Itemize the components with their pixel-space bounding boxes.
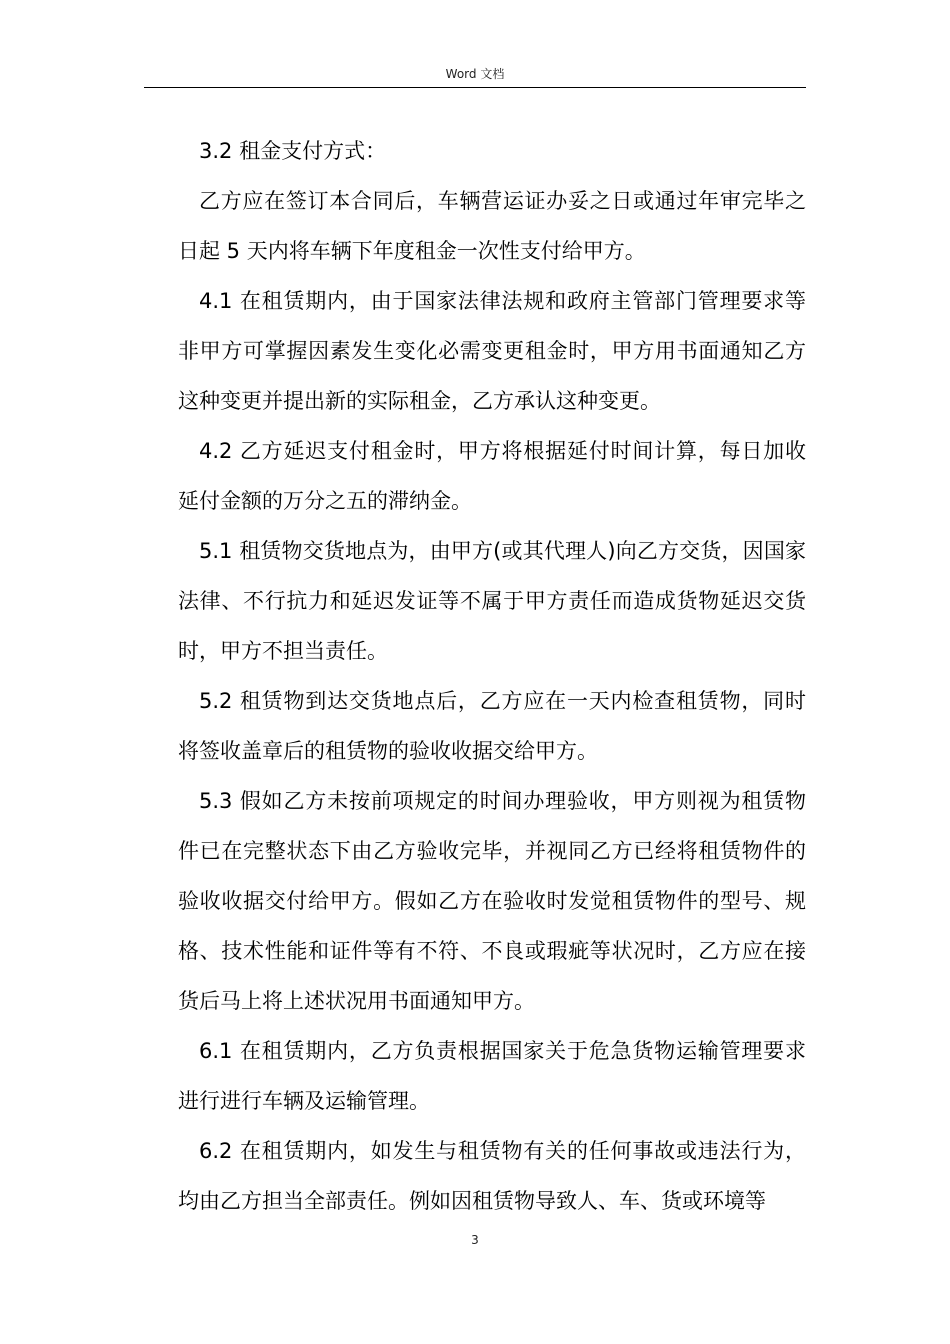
paragraph-5-3: 5.3 假如乙方未按前项规定的时间办理验收，甲方则视为租赁物件已在完整状态下由乙方验收完毕，并视同乙方已经将租赁物件的验收收据交付给甲方。假如乙方在验收时发觉租赁物件的型号、规格、技术性能和证件等有不符、不良或瑕疵等状况时，乙方应在接货后马上将上述状况用书面通知甲方。 <box>178 789 806 1013</box>
paragraph-4-2: 4.2 乙方延迟支付租金时，甲方将根据延付时间计算，每日加收延付金额的万分之五的滞纳金。 <box>178 439 806 513</box>
paragraph-5-2: 5.2 租赁物到达交货地点后，乙方应在一天内检查租赁物，同时将签收盖章后的租赁物的验收收据交给甲方。 <box>178 689 806 763</box>
header-rule <box>144 87 806 88</box>
document-body <box>178 126 806 1226</box>
page-number: 3 <box>471 1233 479 1247</box>
paragraph-4-1: 4.1 在租赁期内，由于国家法律法规和政府主管部门管理要求等非甲方可掌握因素发生变化必需变更租金时，甲方用书面通知乙方这种变更并提出新的实际租金，乙方承认这种变更。 <box>178 289 806 413</box>
paragraph-6-2: 6.2 在租赁期内，如发生与租赁物有关的任何事故或违法行为，均由乙方担当全部责任。例如因租赁物导致人、车、货或环境等 <box>178 1139 806 1213</box>
paragraph-5-1: 5.1 租赁物交货地点为，由甲方(或其代理人)向乙方交货，因国家法律、不行抗力和延迟发证等不属于甲方责任而造成货物延迟交货时，甲方不担当责任。 <box>178 539 806 663</box>
paragraph-6-1: 6.1 在租赁期内，乙方负责根据国家关于危急货物运输管理要求进行进行车辆及运输管理。 <box>178 1039 806 1113</box>
paragraph-3-2: 3.2 租金支付方式： <box>199 139 387 163</box>
page-header: Word 文档 <box>445 67 505 81</box>
paragraph-payment: 乙方应在签订本合同后，车辆营运证办妥之日或通过年审完毕之日起 5 天内将车辆下年度租金一次性支付给甲方。 <box>178 189 806 263</box>
